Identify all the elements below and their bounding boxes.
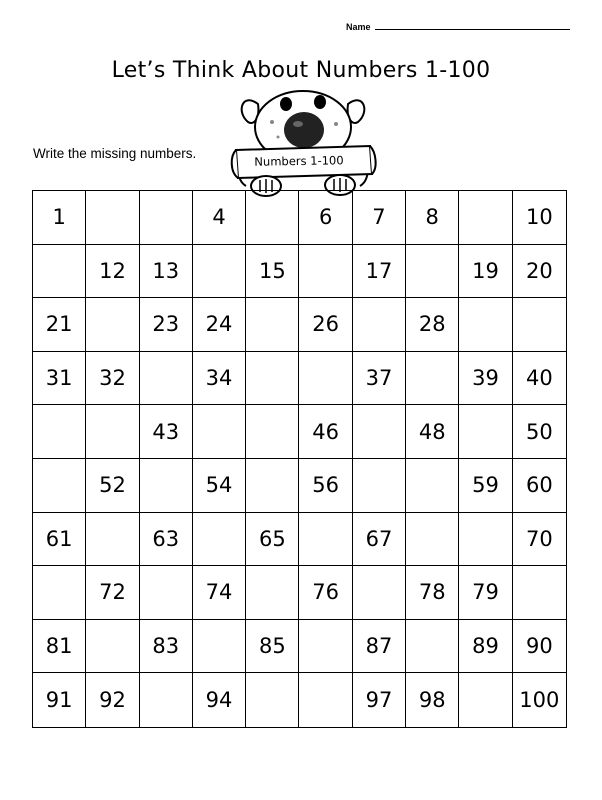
number-cell: 31 xyxy=(33,352,86,406)
number-cell: 28 xyxy=(406,298,459,352)
number-cell: 1 xyxy=(33,191,86,245)
number-cell: 85 xyxy=(246,620,299,674)
number-cell: 32 xyxy=(86,352,139,406)
blank-number-cell[interactable] xyxy=(140,566,193,620)
number-cell: 15 xyxy=(246,245,299,299)
instruction-text: Write the missing numbers. xyxy=(33,146,197,161)
blank-number-cell[interactable] xyxy=(246,298,299,352)
blank-number-cell[interactable] xyxy=(246,352,299,406)
number-cell: 50 xyxy=(513,405,566,459)
blank-number-cell[interactable] xyxy=(246,405,299,459)
number-cell: 34 xyxy=(193,352,246,406)
number-cell: 54 xyxy=(193,459,246,513)
number-cell: 26 xyxy=(299,298,352,352)
blank-number-cell[interactable] xyxy=(459,673,512,727)
number-cell: 94 xyxy=(193,673,246,727)
number-cell: 97 xyxy=(353,673,406,727)
number-cell: 63 xyxy=(140,513,193,567)
number-grid xyxy=(32,190,567,728)
number-cell: 23 xyxy=(140,298,193,352)
number-cell: 60 xyxy=(513,459,566,513)
number-cell: 89 xyxy=(459,620,512,674)
blank-number-cell[interactable] xyxy=(513,566,566,620)
number-cell: 100 xyxy=(519,688,560,713)
blank-number-cell[interactable] xyxy=(459,405,512,459)
blank-number-cell[interactable] xyxy=(406,459,459,513)
number-cell: 56 xyxy=(299,459,352,513)
number-cell: 59 xyxy=(459,459,512,513)
blank-number-cell[interactable] xyxy=(406,620,459,674)
blank-number-cell[interactable] xyxy=(86,298,139,352)
blank-number-cell[interactable] xyxy=(86,620,139,674)
number-cell: 46 xyxy=(299,405,352,459)
number-cell: 40 xyxy=(513,352,566,406)
number-cell: 92 xyxy=(86,673,139,727)
blank-number-cell[interactable] xyxy=(246,566,299,620)
blank-number-cell[interactable] xyxy=(353,298,406,352)
blank-number-cell[interactable] xyxy=(353,566,406,620)
number-cell: 76 xyxy=(299,566,352,620)
blank-number-cell[interactable] xyxy=(406,245,459,299)
number-cell: 90 xyxy=(513,620,566,674)
blank-number-cell[interactable] xyxy=(299,513,352,567)
number-cell: 79 xyxy=(459,566,512,620)
number-cell: 39 xyxy=(459,352,512,406)
number-cell: 67 xyxy=(353,513,406,567)
blank-number-cell[interactable] xyxy=(299,620,352,674)
banner-text: Numbers 1-100 xyxy=(254,153,344,169)
blank-number-cell[interactable] xyxy=(140,191,193,245)
blank-number-cell[interactable] xyxy=(140,459,193,513)
number-cell: 74 xyxy=(193,566,246,620)
blank-number-cell[interactable] xyxy=(459,191,512,245)
blank-number-cell[interactable] xyxy=(86,513,139,567)
blank-number-cell[interactable] xyxy=(86,405,139,459)
blank-number-cell[interactable] xyxy=(299,673,352,727)
blank-number-cell[interactable] xyxy=(459,513,512,567)
number-cell: 20 xyxy=(513,245,566,299)
blank-number-cell[interactable] xyxy=(33,405,86,459)
blank-number-cell[interactable] xyxy=(86,191,139,245)
number-cell: 37 xyxy=(353,352,406,406)
number-cell: 43 xyxy=(140,405,193,459)
number-cell: 52 xyxy=(86,459,139,513)
blank-number-cell[interactable] xyxy=(33,566,86,620)
worksheet-title: Let’s Think About Numbers 1-100 xyxy=(111,58,491,83)
number-cell: 24 xyxy=(193,298,246,352)
number-cell: 65 xyxy=(246,513,299,567)
number-cell: 61 xyxy=(33,513,86,567)
number-cell: 87 xyxy=(353,620,406,674)
blank-number-cell[interactable] xyxy=(193,405,246,459)
number-cell: 7 xyxy=(353,191,406,245)
blank-number-cell[interactable] xyxy=(353,405,406,459)
blank-number-cell[interactable] xyxy=(513,298,566,352)
number-cell: 72 xyxy=(86,566,139,620)
blank-number-cell[interactable] xyxy=(193,245,246,299)
blank-number-cell[interactable] xyxy=(353,459,406,513)
number-cell: 48 xyxy=(406,405,459,459)
blank-number-cell[interactable] xyxy=(140,673,193,727)
number-cell: 81 xyxy=(33,620,86,674)
number-cell: 98 xyxy=(406,673,459,727)
number-cell: 6 xyxy=(299,191,352,245)
blank-number-cell[interactable] xyxy=(299,352,352,406)
blank-number-cell[interactable] xyxy=(193,620,246,674)
number-cell: 12 xyxy=(86,245,139,299)
number-cell: 13 xyxy=(140,245,193,299)
number-cell: 19 xyxy=(459,245,512,299)
blank-number-cell[interactable] xyxy=(246,459,299,513)
blank-number-cell[interactable] xyxy=(459,298,512,352)
blank-number-cell[interactable] xyxy=(33,245,86,299)
number-cell: 4 xyxy=(193,191,246,245)
name-label: Name xyxy=(346,22,371,32)
number-cell: 10 xyxy=(513,191,566,245)
number-cell: 21 xyxy=(33,298,86,352)
blank-number-cell[interactable] xyxy=(140,352,193,406)
blank-number-cell[interactable] xyxy=(246,191,299,245)
blank-number-cell[interactable] xyxy=(299,245,352,299)
name-field xyxy=(346,16,570,32)
blank-number-cell[interactable] xyxy=(406,352,459,406)
number-cell: 17 xyxy=(353,245,406,299)
blank-number-cell[interactable] xyxy=(193,513,246,567)
blank-number-cell[interactable] xyxy=(406,513,459,567)
number-cell: 8 xyxy=(406,191,459,245)
blank-number-cell[interactable] xyxy=(33,459,86,513)
number-cell: 70 xyxy=(513,513,566,567)
number-cell: 78 xyxy=(406,566,459,620)
name-line xyxy=(375,29,570,30)
dog-illustration xyxy=(228,82,378,202)
blank-number-cell[interactable] xyxy=(246,673,299,727)
number-cell: 83 xyxy=(140,620,193,674)
number-cell: 91 xyxy=(33,673,86,727)
